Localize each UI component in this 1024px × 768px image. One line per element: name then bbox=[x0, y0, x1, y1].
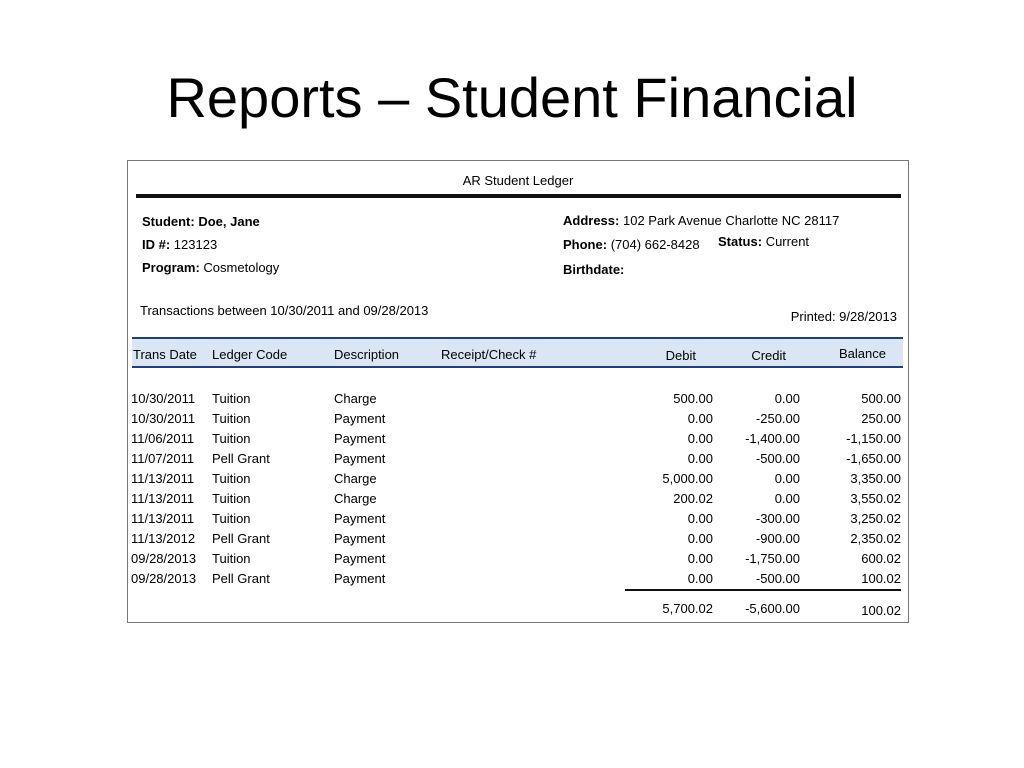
col-ledger-code: Ledger Code bbox=[212, 347, 288, 362]
cell-credit: 0.00 bbox=[774, 391, 800, 406]
total-balance: 100.02 bbox=[861, 603, 901, 618]
cell-balance: 600.02 bbox=[861, 551, 901, 566]
ar-student-ledger-report bbox=[127, 160, 909, 623]
col-balance: Balance bbox=[839, 346, 886, 361]
program-line bbox=[142, 260, 279, 275]
col-credit: Credit bbox=[751, 348, 786, 363]
cell-ledger-code: Tuition bbox=[212, 551, 251, 566]
cell-balance: 3,250.02 bbox=[850, 511, 901, 526]
cell-debit: 500.00 bbox=[673, 391, 713, 406]
cell-credit: -500.00 bbox=[755, 451, 800, 466]
total-credit: -5,600.00 bbox=[745, 601, 800, 616]
cell-debit: 0.00 bbox=[687, 551, 713, 566]
student-name: Doe, Jane bbox=[198, 214, 260, 229]
birthdate-line bbox=[563, 262, 624, 277]
cell-credit: -900.00 bbox=[755, 531, 800, 546]
cell-trans-date: 09/28/2013 bbox=[131, 551, 197, 566]
cell-ledger-code: Tuition bbox=[212, 411, 251, 426]
cell-trans-date: 10/30/2011 bbox=[131, 411, 196, 426]
cell-description: Payment bbox=[334, 531, 386, 546]
id-line bbox=[142, 237, 217, 252]
cell-balance: 500.00 bbox=[861, 391, 901, 406]
slide-title: Reports – Student Financial bbox=[166, 66, 858, 129]
address-label: Address: bbox=[563, 213, 620, 228]
printed-date: Printed: 9/28/2013 bbox=[790, 309, 897, 324]
cell-debit: 0.00 bbox=[687, 451, 713, 466]
cell-ledger-code: Tuition bbox=[212, 491, 251, 506]
status-value: Current bbox=[765, 234, 810, 249]
cell-description: Payment bbox=[334, 411, 386, 426]
student-label: Student: bbox=[142, 214, 195, 229]
cell-credit: -250.00 bbox=[755, 411, 800, 426]
totals-rule bbox=[625, 589, 901, 591]
cell-description: Charge bbox=[334, 491, 377, 506]
cell-trans-date: 09/28/2013 bbox=[131, 571, 197, 586]
cell-debit: 0.00 bbox=[687, 511, 713, 526]
cell-balance: 3,550.02 bbox=[850, 491, 901, 506]
cell-description: Payment bbox=[334, 431, 386, 446]
cell-balance: 100.02 bbox=[861, 571, 901, 586]
phone-value: (704) 662-8428 bbox=[610, 237, 700, 252]
col-description: Description bbox=[334, 347, 400, 362]
cell-ledger-code: Tuition bbox=[212, 431, 251, 446]
cell-description: Payment bbox=[334, 511, 386, 526]
program-label: Program: bbox=[142, 260, 200, 275]
cell-description: Charge bbox=[334, 391, 377, 406]
birthdate-label: Birthdate: bbox=[563, 262, 625, 277]
cell-debit: 0.00 bbox=[687, 411, 713, 426]
cell-debit: 0.00 bbox=[687, 531, 713, 546]
cell-balance: 2,350.02 bbox=[850, 531, 901, 546]
cell-balance: -1,150.00 bbox=[846, 431, 901, 446]
cell-trans-date: 11/13/2011 bbox=[131, 491, 195, 506]
cell-ledger-code: Pell Grant bbox=[212, 451, 270, 466]
title-rule bbox=[136, 194, 901, 198]
cell-trans-date: 11/13/2011 bbox=[131, 471, 195, 486]
cell-trans-date: 10/30/2011 bbox=[131, 391, 196, 406]
cell-debit: 5,000.00 bbox=[662, 471, 713, 486]
program-value: Cosmetology bbox=[203, 260, 280, 275]
cell-trans-date: 11/13/2012 bbox=[131, 531, 196, 546]
cell-description: Payment bbox=[334, 571, 386, 586]
cell-credit: -500.00 bbox=[755, 571, 800, 586]
cell-balance: -1,650.00 bbox=[846, 451, 901, 466]
cell-ledger-code: Tuition bbox=[212, 511, 251, 526]
transactions-range: Transactions between 10/30/2011 and 09/28/2013 bbox=[140, 303, 429, 318]
cell-credit: -1,750.00 bbox=[745, 551, 800, 566]
cell-credit: 0.00 bbox=[774, 491, 800, 506]
phone-label: Phone: bbox=[563, 237, 608, 252]
student-line bbox=[142, 214, 260, 229]
status-label: Status: bbox=[718, 234, 763, 249]
cell-balance: 250.00 bbox=[861, 411, 901, 426]
cell-trans-date: 11/13/2011 bbox=[131, 511, 195, 526]
cell-credit: 0.00 bbox=[774, 471, 800, 486]
cell-ledger-code: Pell Grant bbox=[212, 571, 270, 586]
col-debit: Debit bbox=[665, 348, 696, 363]
report-title: AR Student Ledger bbox=[462, 173, 574, 188]
cell-credit: -300.00 bbox=[755, 511, 800, 526]
address-line bbox=[563, 213, 839, 228]
cell-trans-date: 11/07/2011 bbox=[131, 451, 195, 466]
cell-debit: 0.00 bbox=[687, 571, 713, 586]
cell-trans-date: 11/06/2011 bbox=[131, 431, 195, 446]
phone-line bbox=[563, 237, 700, 252]
id-value: 123123 bbox=[173, 237, 218, 252]
address-value: 102 Park Avenue Charlotte NC 28117 bbox=[622, 213, 840, 228]
cell-ledger-code: Tuition bbox=[212, 471, 251, 486]
col-receipt-check: Receipt/Check # bbox=[441, 347, 537, 362]
cell-balance: 3,350.00 bbox=[850, 471, 901, 486]
cell-description: Payment bbox=[334, 551, 386, 566]
cell-ledger-code: Tuition bbox=[212, 391, 251, 406]
total-debit: 5,700.02 bbox=[662, 601, 713, 616]
cell-debit: 200.02 bbox=[673, 491, 713, 506]
cell-description: Charge bbox=[334, 471, 377, 486]
cell-ledger-code: Pell Grant bbox=[212, 531, 270, 546]
cell-description: Payment bbox=[334, 451, 386, 466]
col-trans-date: Trans Date bbox=[133, 347, 197, 362]
id-label: ID #: bbox=[142, 237, 171, 252]
cell-debit: 0.00 bbox=[687, 431, 713, 446]
cell-credit: -1,400.00 bbox=[745, 431, 800, 446]
status-line bbox=[718, 234, 809, 249]
